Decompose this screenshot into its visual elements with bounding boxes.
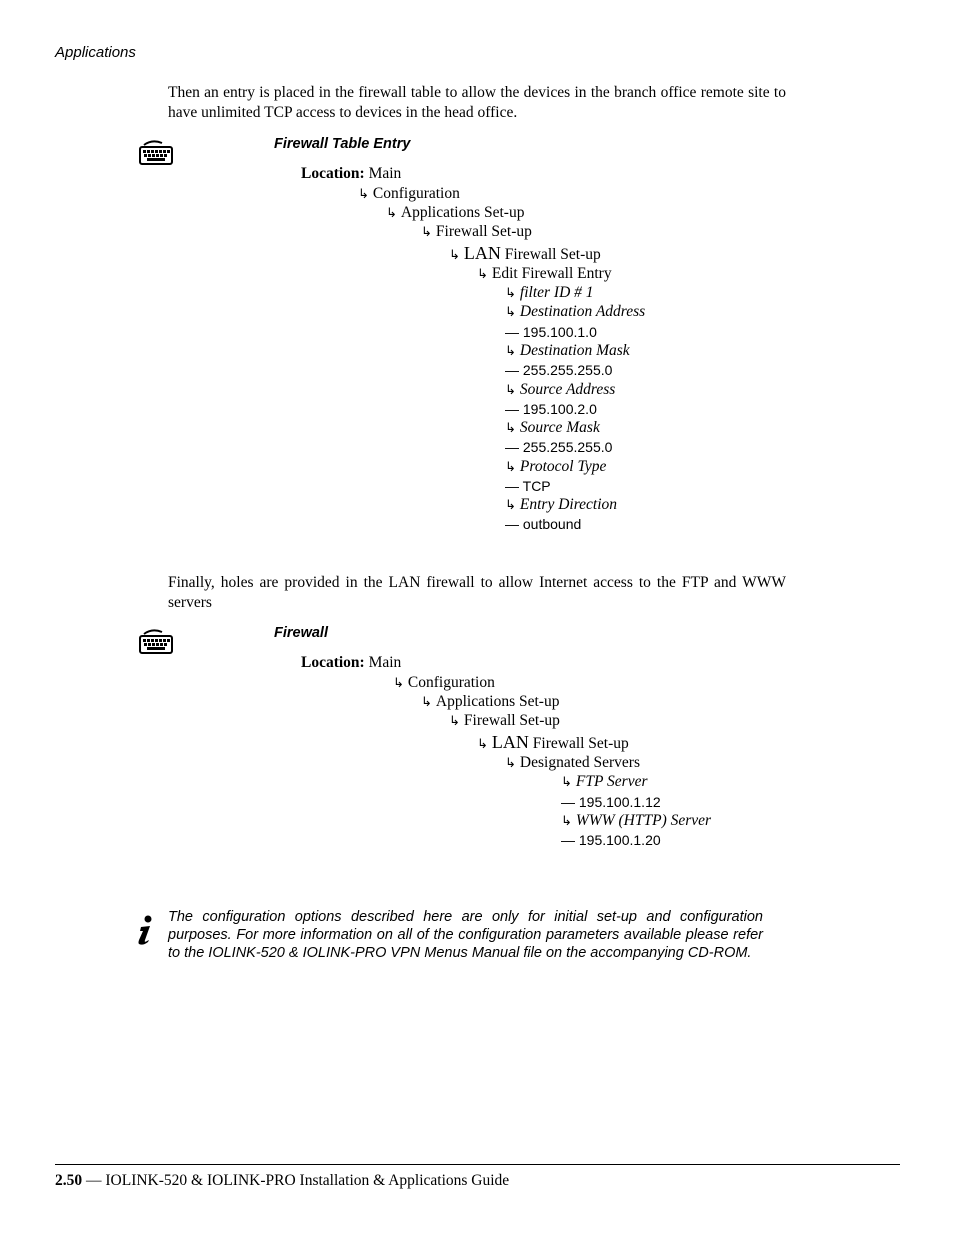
field-value: — 195.100.2.0 <box>505 401 597 417</box>
info-icon <box>133 914 157 946</box>
path-step: ↳ Edit Firewall Entry <box>477 265 612 282</box>
arrow-icon: ↳ <box>505 460 516 475</box>
field-value: — 195.100.1.20 <box>561 832 661 848</box>
arrow-icon: ↳ <box>505 756 516 771</box>
field-name: ↳ Protocol Type <box>505 458 607 475</box>
arrow-icon: ↳ <box>505 421 516 436</box>
arrow-icon: ↳ <box>393 676 404 691</box>
field-name: ↳ Source Address <box>505 381 616 398</box>
path-step: ↳ Configuration <box>358 185 460 202</box>
footer-rule <box>55 1164 900 1165</box>
arrow-icon: ↳ <box>505 286 516 301</box>
path-step: ↳ Firewall Set-up <box>449 712 560 729</box>
arrow-icon: ↳ <box>561 814 572 829</box>
arrow-icon: ↳ <box>505 344 516 359</box>
location-label: Location: <box>301 654 365 671</box>
location-value: Main <box>368 654 402 671</box>
arrow-icon: ↳ <box>561 775 572 790</box>
arrow-icon: ↳ <box>505 305 516 320</box>
arrow-icon: ↳ <box>505 498 516 513</box>
section2-title: Firewall <box>274 625 328 641</box>
field-value: — outbound <box>505 516 582 532</box>
section2-location <box>301 654 401 672</box>
field-name: ↳ Entry Direction <box>505 496 618 513</box>
field-value: — TCP <box>505 478 551 494</box>
path-step: ↳ Configuration <box>393 674 495 691</box>
info-note: The configuration options described here are only for initial set-up and configuration purposes. For more information on all of the configuration parameters available please refer to the IOLINK-520 & IOLINK-PRO VPN Menus Manual file on the accompanying CD-ROM. <box>168 909 763 961</box>
field-name: ↳ Source Mask <box>505 419 600 436</box>
arrow-icon: ↳ <box>449 248 460 263</box>
keyboard-icon <box>138 139 174 167</box>
arrow-icon: ↳ <box>449 714 460 729</box>
path-step: ↳ Applications Set-up <box>386 204 525 221</box>
field-value: — 195.100.1.0 <box>505 324 597 340</box>
second-paragraph: Finally, holes are provided in the LAN firewall to allow Internet access to the FTP and WWW servers <box>168 574 786 611</box>
arrow-icon: ↳ <box>358 187 369 202</box>
field-value: — 255.255.255.0 <box>505 439 613 455</box>
footer-title: — IOLINK-520 & IOLINK-PRO Installation & Applications Guide <box>82 1172 510 1189</box>
section1-location <box>301 165 401 183</box>
arrow-icon: ↳ <box>477 267 488 282</box>
field-value: — 255.255.255.0 <box>505 362 613 378</box>
path-step: ↳ LAN Firewall Set-up <box>449 243 601 263</box>
arrow-icon: ↳ <box>386 206 397 221</box>
field-name: ↳ Destination Address <box>505 303 646 320</box>
path-step: ↳ Designated Servers <box>505 754 640 771</box>
location-label: Location: <box>301 165 365 182</box>
path-step: ↳ Applications Set-up <box>421 693 560 710</box>
page-header-section: Applications <box>55 44 136 61</box>
intro-paragraph: Then an entry is placed in the firewall table to allow the devices in the branch office remote site to have unlimited TCP access to devices in the head office. <box>168 84 786 121</box>
arrow-icon: ↳ <box>505 383 516 398</box>
field-value: — 195.100.1.12 <box>561 794 661 810</box>
keyboard-icon <box>138 628 174 656</box>
field-name: ↳ Destination Mask <box>505 342 630 359</box>
path-step: ↳ Firewall Set-up <box>421 223 532 240</box>
field-name: ↳ WWW (HTTP) Server <box>561 812 712 829</box>
field-name: ↳ filter ID # 1 <box>505 284 594 301</box>
arrow-icon: ↳ <box>477 737 488 752</box>
arrow-icon: ↳ <box>421 695 432 710</box>
path-step: ↳ LAN Firewall Set-up <box>477 732 629 752</box>
arrow-icon: ↳ <box>421 225 432 240</box>
page-number: 2.50 <box>55 1172 83 1189</box>
page-footer <box>55 1172 509 1190</box>
location-value: Main <box>368 165 402 182</box>
section1-title: Firewall Table Entry <box>274 136 411 152</box>
field-name: ↳ FTP Server <box>561 773 648 790</box>
